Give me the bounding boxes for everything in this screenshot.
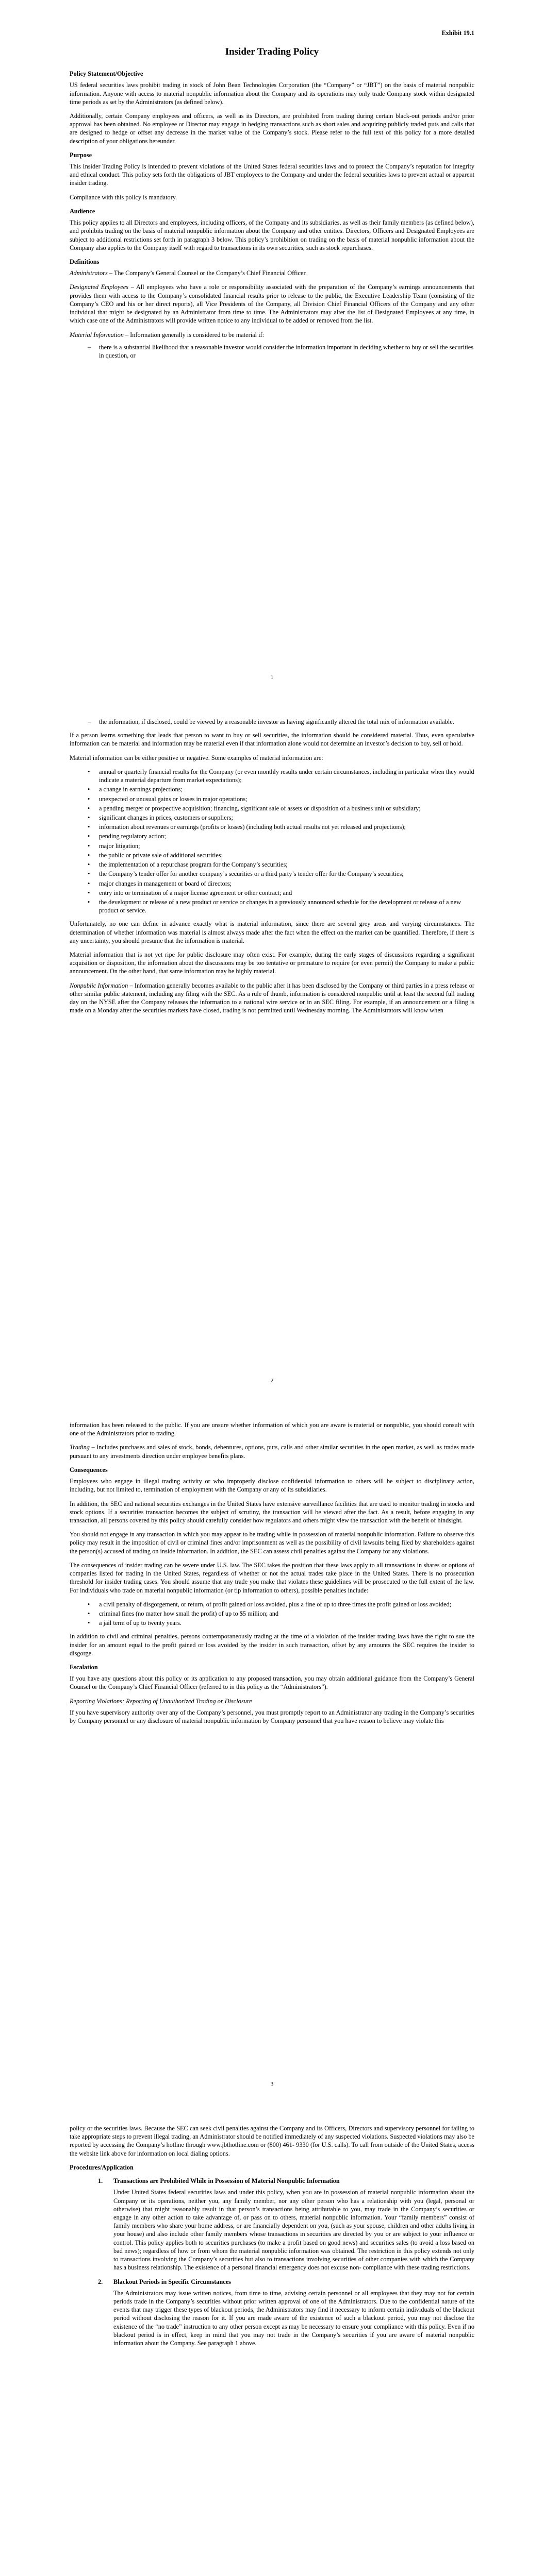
heading-definitions: Definitions <box>70 258 100 266</box>
reporting-violations-subheading: Reporting Violations: Reporting of Unauthorized Trading or Disclosure <box>70 1697 252 1705</box>
escalation-paragraph-2-continued: policy or the securities laws. Because the SEC can seek civil penalties against the Company and its Officers, Directors and supervisory personnel for failing to take appropriate steps to prevent illegal trading, an Administrator should be notified immediately of any suspected violations. Suspected violations may also be reported by accessing the Company’s hotline through www.jbthotline.com or (800) 461- 9330 (for U.S. calls). To call from outside of the United States, access the website link above for information on local dialing options. <box>70 2125 474 2157</box>
procedure-number: 2. <box>98 2278 103 2285</box>
list-item: • unexpected or unusual gains or losses in major operations; <box>88 795 474 803</box>
term-administrators: Administrators <box>70 269 108 277</box>
definition-nonpublic-information-text: – Information generally becomes available to the public after it has been disclosed by the Company or third parties in a press release or other similar public statement, including any filing with the SEC. As a rule of thumb, information is considered nonpublic until at least the second full trading day on the NYSE after the Company releases the information to a national wire service or in an SEC filing. For example, if an announcement or a filing is made on a Monday after the securities markets have closed, trading is not permitted until Wednesday morning. The Administrators will know when <box>70 981 474 1014</box>
material-examples-list <box>70 768 474 915</box>
procedure-title: Blackout Periods in Specific Circumstances <box>113 2278 231 2285</box>
procedure-heading-2 <box>98 2278 474 2286</box>
materiality-timing-paragraph: Material information that is not yet ripe for public disclosure may often exist. For example, during the early stages of discussions regarding a significant acquisition or disposition, the information about the discussions may be too tentative or premature to require (or even permit) the Company to make a public announcement. On the other hand, that same information may be highly material. <box>70 951 474 975</box>
definition-designated-employees-text: – All employees who have a role or responsibility associated with the preparation of the Company’s earnings announcements that provides them with access to the Company’s consolidated financial results prior to release to the public, the Executive Leadership Team (consisting of the Company’s CEO and his or her direct reports), all Vice Presidents of the Company, all Division Chief Financial Officers of the Company and any other individual that might be designated by an Administrator from time to time. The Administrators may alter the list of Designated Employees at any time, in which case one of the Administrators will provide written notice to any individual to be added or removed from the list. <box>70 283 474 325</box>
procedure-text-2: The Administrators may issue written notices, from time to time, advising certain personnel or all employees that they may not for certain periods trade in the Company’s securities without prior written approval of one of the Administrators. Due to the confidential nature of the events that may trigger these types of blackout periods, the Administrators may find it necessary to inform certain individuals of the blackout period without disclosing the reason for it. If you are made aware of the existence of such a blackout period, you may not disclose the existence of the “no trade” instruction to any other person except as may be necessary to ensure your compliance with this policy. Even if no blackout period is in effect, keep in mind that you may not trade in the Company’s securities if you are aware of material nonpublic information about the Company. See paragraph 1 above. <box>113 2289 474 2347</box>
list-item: • the implementation of a repurchase program for the Company’s securities; <box>88 860 474 869</box>
term-designated-employees: Designated Employees <box>70 283 128 291</box>
heading-audience: Audience <box>70 207 95 215</box>
list-item: • major changes in management or board of directors; <box>88 879 474 888</box>
list-item: • pending regulatory action; <box>88 832 474 840</box>
material-criteria-list-continued <box>70 718 474 726</box>
page-2 <box>0 703 544 1406</box>
purpose-paragraph-1: This Insider Trading Policy is intended to prevent violations of the United States federal securities laws and to protect the Company’s reputation for integrity and ethical conduct. This policy sets forth the obligations of JBT employees to the Company and under the federal securities laws to prevent actual or apparent insider trading. <box>70 163 474 187</box>
audience-paragraph: This policy applies to all Directors and employees, including officers, of the Company and its subsidiaries, as well as their family members (as defined below), and prohibits trading on the basis of material nonpublic information about the Company and other entities. Directors, Officers and Designated Employees are subject to additional restrictions set forth in paragraph 3 below. This policy’s prohibition on trading on the basis of material nonpublic information about the Company also applies to the Company itself with regard to transactions in its own securities, such as stock repurchases. <box>70 219 474 251</box>
page-number: 2 <box>270 1378 274 1384</box>
heading-escalation: Escalation <box>70 1664 98 1671</box>
consequences-paragraph-5: In addition to civil and criminal penalties, persons contemporaneously trading at the time of a violation of the insider trading laws have the right to sue the insider for an amount equal to the profit gained or loss avoided by the insider in such transaction, offset by any amounts the SEC requires the insider to disgorge. <box>70 1633 474 1657</box>
page-4-content <box>70 2124 474 2353</box>
nonpublic-continued-paragraph: information has been released to the public. If you are unsure whether information of which you are aware is material or nonpublic, you should consult with one of the Administrators prior to trading. <box>70 1421 474 1437</box>
page-3 <box>0 1406 544 2110</box>
consequences-paragraph-1: Employees who engage in illegal trading activity or who improperly disclose confidential information to others will be subject to disciplinary action, including, but not limited to, termination of employment with the Company or any of its subsidiaries. <box>70 1478 474 1494</box>
procedure-text-1: Under United States federal securities laws and under this policy, when you are in possession of material nonpublic information about the Company or its operations, neither you, any family member, nor any other person who has a relationship with you (legal, personal or otherwise) that might reasonably result in that person’s transactions being attributable to you, may trade in the Company’s securities or engage in any other action to take advantage of, or pass on to others, material nonpublic information. Your “family members” consist of family members who share your home address, or are financially dependent on you, (such as your spouse, children and other adults living in your house) and also include other family members whose transactions in securities are directed by you or are subject to your influence or control. This policy applies both to securities purchases (to make a profit based on good news) and securities sales (to avoid a loss based on bad news); regardless of how or from whom the material nonpublic information was obtained. The restriction in this policy extends not only to transactions involving the Company’s securities but also to transactions involving securities of other companies with which the Company has a business relationship. The existence of a personal financial emergency does not excuse non- compliance with these trading restrictions. <box>113 2189 474 2272</box>
definition-nonpublic-information <box>70 981 474 1015</box>
consequences-paragraph-4: The consequences of insider trading can be severe under U.S. law. The SEC takes the position that these laws apply to all transactions in shares or options of companies listed for trading in the United States, regardless of whether or not the actual trades take place in the United States. There is no prosecution threshold for insider trading cases. You should assume that any trade you make that violates these guidelines will be prosecuted to the full extent of the law. For individuals who trade on material nonpublic information (or tip information to others), possible penalties include: <box>70 1561 474 1594</box>
definition-material-information-text: – Information generally is considered to be material if: <box>123 331 265 338</box>
list-item: • major litigation; <box>88 842 474 850</box>
page-number: 1 <box>270 674 274 681</box>
list-item: • criminal fines (no matter how small the profit) of up to $5 million; and <box>88 1609 474 1618</box>
consequences-paragraph-3: You should not engage in any transaction in which you may appear to be trading while in possession of material nonpublic information. Failure to observe this policy may result in the imposition of civil or criminal fines and/or imprisonment as well as the possibility of civil lawsuits being filed by shareholders against the person(s) accused of trading on inside information. In addition, the SEC can assess civil penalties against the Company for any violations. <box>70 1531 474 1555</box>
definition-administrators-text: – The Company’s General Counsel or the Company’s Chief Financial Officer. <box>107 269 307 277</box>
heading-consequences: Consequences <box>70 1466 108 1473</box>
list-item: • the Company’s tender offer for another company’s securities or a third party’s tender offer for the Company’s securities; <box>88 870 474 878</box>
page-number: 3 <box>270 2081 274 2088</box>
page-1 <box>0 0 544 703</box>
material-criteria-list <box>70 343 474 360</box>
consequences-paragraph-2: In addition, the SEC and national securities exchanges in the United States have extensive surveillance facilities that are used to monitor trading in stocks and stock options. If a securities transaction becomes the subject of scrutiny, the transaction will be viewed after the fact. As a result, before engaging in any transaction, all persons covered by this policy should carefully consider how regulators and others might view the transaction with the benefit of hindsight. <box>70 1500 474 1524</box>
procedure-item-2 <box>98 2278 474 2348</box>
document-title: Insider Trading Policy <box>225 46 319 57</box>
term-nonpublic-information: Nonpublic Information <box>70 981 128 989</box>
list-item: • significant changes in prices, customers or suppliers; <box>88 814 474 822</box>
heading-purpose: Purpose <box>70 151 92 159</box>
page-4 <box>0 2110 544 2576</box>
definition-trading-text: – Includes purchases and sales of stock, bonds, debentures, options, puts, calls and other similar securities in the open market, as well as trades made pursuant to any investments direction under employee benefits plans. <box>70 1444 474 1460</box>
list-item: • annual or quarterly financial results for the Company (or even monthly results under certain circumstances, including in particular when they would indicate a material departure from market expectations); <box>88 768 474 784</box>
procedure-heading-1 <box>98 2177 474 2185</box>
list-item: – the information, if disclosed, could be viewed by a reasonable investor as having significantly altered the total mix of information available. <box>88 718 474 726</box>
list-item: • the development or release of a new product or service or changes in a previously announced schedule for the development or release of a new product or service. <box>88 898 474 914</box>
escalation-paragraph-1: If you have any questions about this policy or its application to any proposed transaction, you may obtain additional guidance from the Company’s General Counsel or the Company’s Chief Financial Officer (referred to in this policy as the “Administrators”). <box>70 1675 474 1691</box>
list-item: • a civil penalty of disgorgement, or return, of profit gained or loss avoided, plus a fine of up to three times the profit gained or loss avoided; <box>88 1600 474 1608</box>
definition-material-information <box>70 331 474 339</box>
definition-administrators <box>70 269 474 277</box>
procedure-number: 1. <box>98 2177 103 2185</box>
term-material-information: Material Information <box>70 331 124 338</box>
term-trading: Trading <box>70 1444 90 1451</box>
policy-paragraph-2: Additionally, certain Company employees and officers, as well as its Directors, are prohibited from trading during certain black-out periods and/or prior approval has been obtained. No employee or Director may engage in hedging transactions such as short sales and acquiring publicly traded puts and calls that are designed to hedge or offset any decrease in the market value of the Company’s stock. Please refer to the full text of this policy for a more detailed description of your obligations hereunder. <box>70 112 474 145</box>
escalation-paragraph-2: If you have supervisory authority over any of the Company’s personnel, you must promptly report to an Administrator any trading in the Company’s securities by Company personnel or any disclosure of material nonpublic information by Company personnel that you have reason to believe may violate this <box>70 1708 474 1725</box>
list-item: • the public or private sale of additional securities; <box>88 851 474 859</box>
heading-procedures: Procedures/Application <box>70 2163 134 2171</box>
materiality-doubt-paragraph: If a person learns something that leads that person to want to buy or sell securities, the information should be considered material. Thus, even speculative information can be material and information may be material even if that information alone would not determine an investor’s decision to buy, sell or hold. <box>70 732 474 748</box>
list-item: • entry into or termination of a major license agreement or other contract; and <box>88 889 474 897</box>
list-item: • a jail term of up to twenty years. <box>88 1619 474 1627</box>
policy-paragraph-1: US federal securities laws prohibit trading in stock of John Bean Technologies Corporation (the “Company” or “JBT”) on the basis of material nonpublic information. Anyone with access to material nonpublic information about the Company and its operations may only trade Company stock within designated time periods as set by the Administrators (as defined below). <box>70 81 474 106</box>
procedure-item-1 <box>98 2177 474 2272</box>
page-3-content <box>70 1421 474 1731</box>
page-1-content <box>70 30 474 365</box>
purpose-paragraph-2: Compliance with this policy is mandatory. <box>70 193 177 201</box>
materiality-uncertainty-paragraph: Unfortunately, no one can define in advance exactly what is material information, since there are several grey areas and varying circumstances. The determination of whether information was material is almost always made after the fact when the effect on the market can be quantified. Therefore, if there is any uncertainty, you should presume that the information is material. <box>70 920 474 944</box>
heading-policy-statement: Policy Statement/Objective <box>70 70 143 78</box>
list-item: – there is a substantial likelihood that a reasonable investor would consider the information important in deciding whether to buy or sell the securities in question, or <box>88 343 474 360</box>
material-examples-intro: Material information can be either positive or negative. Some examples of material information are: <box>70 754 323 761</box>
list-item: • a pending merger or prospective acquisition; financing, significant sale of assets or disposition of a business unit or subsidiary; <box>88 804 474 812</box>
definition-trading <box>70 1443 474 1460</box>
penalties-list <box>70 1600 474 1628</box>
procedure-title: Transactions are Prohibited While in Possession of Material Nonpublic Information <box>113 2177 340 2185</box>
exhibit-label: Exhibit 19.1 <box>441 29 474 37</box>
page-2-content <box>70 718 474 1021</box>
definition-designated-employees <box>70 283 474 325</box>
list-item: • a change in earnings projections; <box>88 785 474 793</box>
list-item: • information about revenues or earnings (profits or losses) (including both actual results not yet released and projections); <box>88 823 474 831</box>
